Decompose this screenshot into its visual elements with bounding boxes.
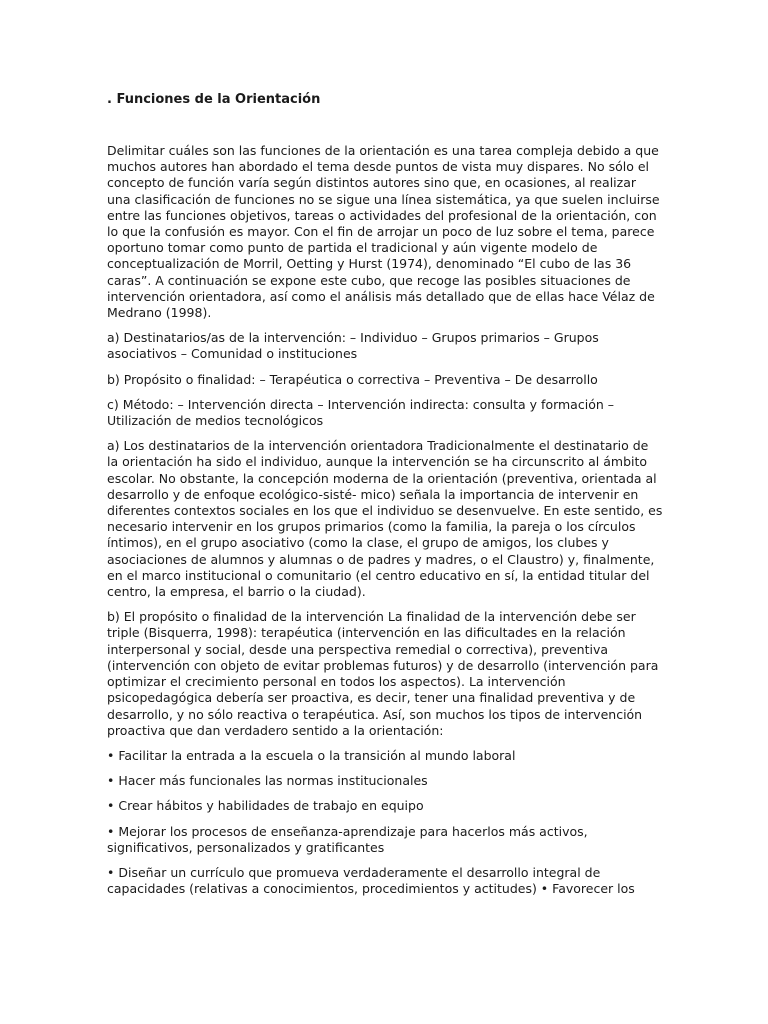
- bullet-item: • Mejorar los procesos de enseñanza-aprendizaje para hacerlos más activos, significativos, personalizados y gratificantes: [107, 823, 588, 855]
- method-list-paragraph: c) Método: – Intervención directa – Intervención indirecta: consulta y formación – Utilización de medios tecnológicos: [107, 396, 614, 429]
- recipients-detail-paragraph: a) Los destinatarios de la intervención orientadora Tradicionalmente el destinatario de la orientación ha sido el individuo, aunque la intervención se ha circunscrito al ámbito escolar. No obstante, la concepción moderna de la orientación (preventiva, orientada al desarrollo y de enfoque ecológico-sisté- mico) señala la importancia de intervenir en diferentes contextos sociales en los que el individuo se desenvuelve. En este sentido, es necesario intervenir en los grupos primarios (como la familia, la pareja o los círculos íntimos), en el grupo asociativo (como la clase, el grupo de amigos, los clubes y asociaciones de alumnos y alumnas o de padres y madres, o el Claustro) y, finalmente, en el marco institucional o comunitario (el centro educativo en sí, la entidad titular del centro, la empresa, el barrio o la ciudad).: [107, 438, 663, 600]
- intro-paragraph: Delimitar cuáles son las funciones de la orientación es una tarea compleja debido a que muchos autores han abordado el tema desde puntos de vista muy dispares. No sólo el concepto de función varía según distintos autores sino que, en ocasiones, al realizar una clasificación de funciones no se sigue una línea sistemática, ya que suelen incluirse entre las funciones objetivos, tareas o actividades del profesional de la orientación, con lo que la confusión es mayor. Con el fin de arrojar un poco de luz sobre el tema, parece oportuno tomar como punto de partida el tradicional y aún vigente modelo de conceptualización de Morril, Oetting y Hurst (1974), denominado “El cubo de las 36 caras”. A continuación se expone este cubo, que recoge las posibles situaciones de intervención orientadora, así como el análisis más detallado que de ellas hace Vélaz de Medrano (1998).: [107, 143, 660, 321]
- recipients-list-paragraph: a) Destinatarios/as de la intervención: – Individuo – Grupos primarios – Grupos asociativos – Comunidad o instituciones: [107, 330, 599, 362]
- section-heading: . Funciones de la Orientación: [107, 92, 321, 107]
- purpose-list-paragraph: b) Propósito o finalidad: – Terapéutica o correctiva – Preventiva – De desarrollo: [107, 371, 598, 387]
- document-body: [107, 143, 663, 906]
- bullet-item: • Hacer más funcionales las normas institucionales: [107, 773, 428, 789]
- bullet-item: • Facilitar la entrada a la escuela o la transición al mundo laboral: [107, 747, 516, 763]
- purpose-detail-paragraph: b) El propósito o finalidad de la intervención La finalidad de la intervención debe ser triple (Bisquerra, 1998): terapéutica (intervención en las dificultades en la relación interpersonal y social, desde una perspectiva remedial o correctiva), preventiva (intervención con objeto de evitar problemas futuros) y de desarrollo (intervención para optimizar el crecimiento personal en todos los aspectos). La intervención psicopedagógica debería ser proactiva, es decir, tener una finalidad preventiva y de desarrollo, y no sólo reactiva o terapéutica. Así, son muchos los tipos de intervención proactiva que dan verdadero sentido a la orientación:: [107, 609, 659, 738]
- bullet-item: • Crear hábitos y habilidades de trabajo en equipo: [107, 798, 424, 814]
- bullet-item: • Diseñar un currículo que promueva verdaderamente el desarrollo integral de capacidades (relativas a conocimientos, procedimientos y actitudes) • Favorecer los: [107, 864, 635, 897]
